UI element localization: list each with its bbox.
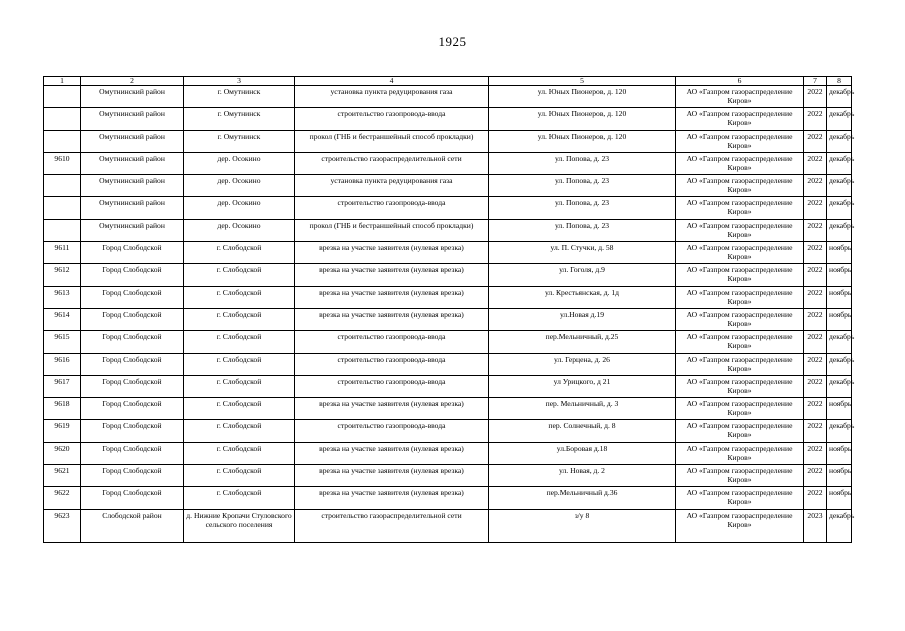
row-number-cell: 9614 [44,308,81,330]
address-cell: ул. П. Стучки, д. 58 [489,242,676,264]
month-cell: ноябрь [827,398,852,420]
organization-cell: АО «Газпром газораспределение Киров» [676,86,804,108]
work-type-cell: врезка на участке заявителя (нулевая врезка) [295,442,489,464]
address-cell: пер. Мельничный, д. 3 [489,398,676,420]
address-cell: ул. Попова, д. 23 [489,219,676,241]
year-cell: 2022 [804,130,827,152]
year-cell: 2023 [804,509,827,542]
month-cell: ноябрь [827,242,852,264]
month-cell: декабрь [827,86,852,108]
month-cell: декабрь [827,353,852,375]
row-number-cell: 9618 [44,398,81,420]
table-body [44,86,855,543]
address-cell: ул. Юных Пионеров, д. 120 [489,86,676,108]
organization-cell: АО «Газпром газораспределение Киров» [676,219,804,241]
month-cell: ноябрь [827,308,852,330]
district-cell: Омутнинский район [81,108,184,130]
column-number-7: 7 [804,77,827,86]
locality-cell: г. Омутнинск [184,108,295,130]
month-cell: ноябрь [827,286,852,308]
organization-cell: АО «Газпром газораспределение Киров» [676,375,804,397]
table-row [44,465,852,487]
locality-cell: г. Слободской [184,420,295,442]
month-cell: ноябрь [827,442,852,464]
year-cell: 2022 [804,487,827,509]
address-cell: ул. Крестьянская, д. 1д [489,286,676,308]
locality-cell: г. Омутнинск [184,130,295,152]
row-number-cell: 9611 [44,242,81,264]
row-number-cell: 9615 [44,331,81,353]
table-row [44,108,852,130]
district-cell: Город Слободской [81,353,184,375]
address-cell: ул.Боровая д.18 [489,442,676,464]
work-type-cell: строительство газопровода-ввода [295,331,489,353]
year-cell: 2022 [804,465,827,487]
year-cell: 2022 [804,219,827,241]
district-cell: Слободской район [81,509,184,542]
table-row [44,152,852,174]
locality-cell: дер. Осокино [184,197,295,219]
row-number-cell [44,175,81,197]
organization-cell: АО «Газпром газораспределение Киров» [676,130,804,152]
month-cell: декабрь [827,108,852,130]
column-number-2: 2 [81,77,184,86]
table-row [44,420,852,442]
table-row [44,487,852,509]
page-number: 1925 [438,34,467,49]
year-cell: 2022 [804,108,827,130]
address-cell: ул. Попова, д. 23 [489,175,676,197]
month-cell: декабрь [827,175,852,197]
row-number-cell [44,197,81,219]
organization-cell: АО «Газпром газораспределение Киров» [676,398,804,420]
work-type-cell: строительство газопровода-ввода [295,353,489,375]
locality-cell: г. Слободской [184,398,295,420]
address-cell: ул. Попова, д. 23 [489,152,676,174]
district-cell: Омутнинский район [81,197,184,219]
locality-cell: д. Нижние Кропачи Стуловского сельского поселения [184,509,295,542]
locality-cell: г. Слободской [184,331,295,353]
work-type-cell: прокол (ГНБ и бестраншейный способ прокладки) [295,219,489,241]
table-row [44,509,852,542]
year-cell: 2022 [804,308,827,330]
address-cell: ул. Юных Пионеров, д. 120 [489,108,676,130]
address-cell: ул.Новая д.19 [489,308,676,330]
organization-cell: АО «Газпром газораспределение Киров» [676,197,804,219]
work-type-cell: врезка на участке заявителя (нулевая врезка) [295,398,489,420]
organization-cell: АО «Газпром газораспределение Киров» [676,353,804,375]
work-type-cell: врезка на участке заявителя (нулевая врезка) [295,264,489,286]
address-cell: ул Урицкого, д 21 [489,375,676,397]
district-cell: Омутнинский район [81,219,184,241]
work-type-cell: строительство газопровода-ввода [295,108,489,130]
column-number-6: 6 [676,77,804,86]
month-cell: декабрь [827,219,852,241]
organization-cell: АО «Газпром газораспределение Киров» [676,465,804,487]
work-type-cell: установка пункта редуцирования газа [295,86,489,108]
table-row [44,353,852,375]
address-cell: пер.Мельничный д.36 [489,487,676,509]
year-cell: 2022 [804,242,827,264]
month-cell: декабрь [827,197,852,219]
locality-cell: г. Слободской [184,286,295,308]
organization-cell: АО «Газпром газораспределение Киров» [676,308,804,330]
table-row [44,398,852,420]
district-cell: Город Слободской [81,286,184,308]
row-number-cell: 9621 [44,465,81,487]
address-cell: з/у 8 [489,509,676,542]
column-number-4: 4 [295,77,489,86]
locality-cell: г. Омутнинск [184,86,295,108]
year-cell: 2022 [804,264,827,286]
organization-cell: АО «Газпром газораспределение Киров» [676,487,804,509]
organization-cell: АО «Газпром газораспределение Киров» [676,264,804,286]
month-cell: декабрь [827,509,852,542]
work-type-cell: строительство газораспределительной сети [295,152,489,174]
table-row [44,175,852,197]
organization-cell: АО «Газпром газораспределение Киров» [676,442,804,464]
locality-cell: дер. Осокино [184,219,295,241]
locality-cell: г. Слободской [184,375,295,397]
year-cell: 2022 [804,420,827,442]
row-number-cell [44,219,81,241]
table-row [44,264,852,286]
row-number-cell: 9617 [44,375,81,397]
organization-cell: АО «Газпром газораспределение Киров» [676,420,804,442]
year-cell: 2022 [804,353,827,375]
district-cell: Город Слободской [81,465,184,487]
year-cell: 2022 [804,197,827,219]
district-cell: Город Слободской [81,264,184,286]
district-cell: Город Слободской [81,487,184,509]
row-number-cell [44,86,81,108]
organization-cell: АО «Газпром газораспределение Киров» [676,175,804,197]
locality-cell: г. Слободской [184,465,295,487]
organization-cell: АО «Газпром газораспределение Киров» [676,152,804,174]
table-row [44,286,852,308]
table-row [44,308,852,330]
row-number-cell: 9613 [44,286,81,308]
work-type-cell: врезка на участке заявителя (нулевая врезка) [295,465,489,487]
year-cell: 2022 [804,398,827,420]
address-cell: пер. Солнечный, д. 8 [489,420,676,442]
row-number-cell: 9616 [44,353,81,375]
work-type-cell: прокол (ГНБ и бестраншейный способ прокладки) [295,130,489,152]
work-type-cell: строительство газопровода-ввода [295,420,489,442]
address-cell: ул. Герцена, д. 26 [489,353,676,375]
district-cell: Город Слободской [81,442,184,464]
year-cell: 2022 [804,331,827,353]
address-cell: ул. Юных Пионеров, д. 120 [489,130,676,152]
month-cell: ноябрь [827,465,852,487]
work-type-cell: врезка на участке заявителя (нулевая врезка) [295,308,489,330]
month-cell: декабрь [827,375,852,397]
district-cell: Город Слободской [81,331,184,353]
month-cell: декабрь [827,331,852,353]
locality-cell: дер. Осокино [184,175,295,197]
row-number-cell: 9619 [44,420,81,442]
table-row [44,331,852,353]
district-cell: Город Слободской [81,398,184,420]
work-type-cell: строительство газопровода-ввода [295,375,489,397]
work-type-cell: врезка на участке заявителя (нулевая врезка) [295,286,489,308]
locality-cell: г. Слободской [184,242,295,264]
table-row [44,242,852,264]
district-cell: Омутнинский район [81,86,184,108]
district-cell: Омутнинский район [81,130,184,152]
row-number-cell: 9622 [44,487,81,509]
table-row [44,375,852,397]
month-cell: декабрь [827,152,852,174]
locality-cell: г. Слободской [184,487,295,509]
work-type-cell: строительство газопровода-ввода [295,197,489,219]
locality-cell: дер. Осокино [184,152,295,174]
table-row [44,86,852,108]
locality-cell: г. Слободской [184,442,295,464]
year-cell: 2022 [804,175,827,197]
district-cell: Город Слободской [81,308,184,330]
column-number-1: 1 [44,77,81,86]
district-cell: Город Слободской [81,375,184,397]
district-cell: Город Слободской [81,420,184,442]
locality-cell: г. Слободской [184,308,295,330]
organization-cell: АО «Газпром газораспределение Киров» [676,242,804,264]
column-number-row [44,77,852,86]
column-number-3: 3 [184,77,295,86]
row-number-cell: 9612 [44,264,81,286]
month-cell: ноябрь [827,264,852,286]
organization-cell: АО «Газпром газораспределение Киров» [676,108,804,130]
year-cell: 2022 [804,442,827,464]
table-row [44,130,852,152]
table-row [44,442,852,464]
column-number-5: 5 [489,77,676,86]
work-type-cell: врезка на участке заявителя (нулевая врезка) [295,242,489,264]
row-number-cell: 9620 [44,442,81,464]
year-cell: 2022 [804,86,827,108]
work-type-cell: строительство газораспределительной сети [295,509,489,542]
address-cell: пер.Мельничный, д.25 [489,331,676,353]
work-type-cell: установка пункта редуцирования газа [295,175,489,197]
column-number-8: 8 [827,77,852,86]
district-cell: Омутнинский район [81,175,184,197]
address-cell: ул. Попова, д. 23 [489,197,676,219]
row-number-cell [44,130,81,152]
month-cell: декабрь [827,130,852,152]
locality-cell: г. Слободской [184,353,295,375]
district-cell: Омутнинский район [81,152,184,174]
district-cell: Город Слободской [81,242,184,264]
row-number-cell: 9623 [44,509,81,542]
row-number-cell [44,108,81,130]
work-type-cell: врезка на участке заявителя (нулевая врезка) [295,487,489,509]
month-cell: декабрь [827,420,852,442]
address-cell: ул. Гоголя, д.9 [489,264,676,286]
organization-cell: АО «Газпром газораспределение Киров» [676,509,804,542]
table-row [44,219,852,241]
table-header [44,77,852,86]
year-cell: 2022 [804,152,827,174]
table-row [44,197,852,219]
year-cell: 2022 [804,286,827,308]
row-number-cell: 9610 [44,152,81,174]
year-cell: 2022 [804,375,827,397]
locality-cell: г. Слободской [184,264,295,286]
address-cell: ул. Новая, д. 2 [489,465,676,487]
register-table [43,76,855,543]
organization-cell: АО «Газпром газораспределение Киров» [676,331,804,353]
organization-cell: АО «Газпром газораспределение Киров» [676,286,804,308]
month-cell: ноябрь [827,487,852,509]
